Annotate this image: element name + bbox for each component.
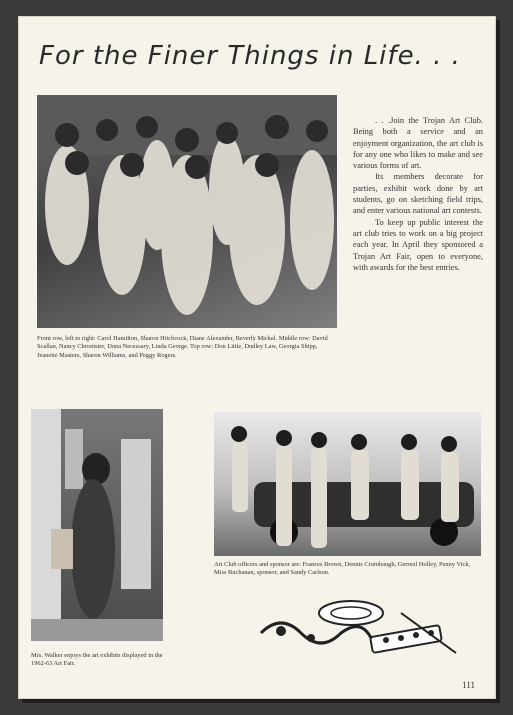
body-paragraph: To keep up public interest the art club tries to work on a big project each year. In April they sponsored a Trojan Art Fair, open to everyone, with awards for the best entries. bbox=[353, 217, 483, 272]
exhibit-photo-illustration bbox=[31, 409, 163, 641]
art-club-officers-photo bbox=[214, 412, 481, 556]
art-exhibit-photo bbox=[31, 409, 163, 641]
art-club-group-photo bbox=[37, 95, 337, 328]
officers-photo-illustration bbox=[214, 412, 481, 556]
art-supplies-sketch bbox=[251, 593, 461, 663]
group-photo-caption: Front row, left to right: Carol Hamilton, Sharon Hitchcock, Diane Alexander, Beverly Mickel. Middle row: David Scallan, Nancy Chronister, Dona Necessary, Linda George. Top row: Don Little, Dudley Law, Georgia Shipp, Jeanette Masters, Sharon Williams, and Peggy Rogers. bbox=[37, 335, 328, 359]
officers-photo-caption: Art Club officers and sponsor are: Frances Brown, Dennis Crumbaugh, Gerreul Holley, Penny Vick, Miss Buchanan, sponsor, and Sandy Carlson. bbox=[214, 561, 471, 577]
page-number: 111 bbox=[462, 680, 475, 690]
body-paragraph: Its members decorate for parties, exhibit work done by art students, go on sketching field trips, and enter various national art contests. bbox=[353, 172, 483, 216]
page-title: For the Finer Things in Life. . . bbox=[39, 41, 461, 71]
group-photo-illustration bbox=[37, 95, 337, 328]
exhibit-photo-caption: Mrs. Walker enjoys the art exhibits displayed in the 1962-63 Art Fair. bbox=[31, 652, 163, 668]
article-body bbox=[353, 115, 483, 273]
yearbook-page bbox=[18, 16, 496, 699]
body-paragraph: . . .Join the Trojan Art Club. Being both a service and an enjoyment organization, the art club is for any one who likes to make and see various forms of art. bbox=[353, 116, 483, 171]
